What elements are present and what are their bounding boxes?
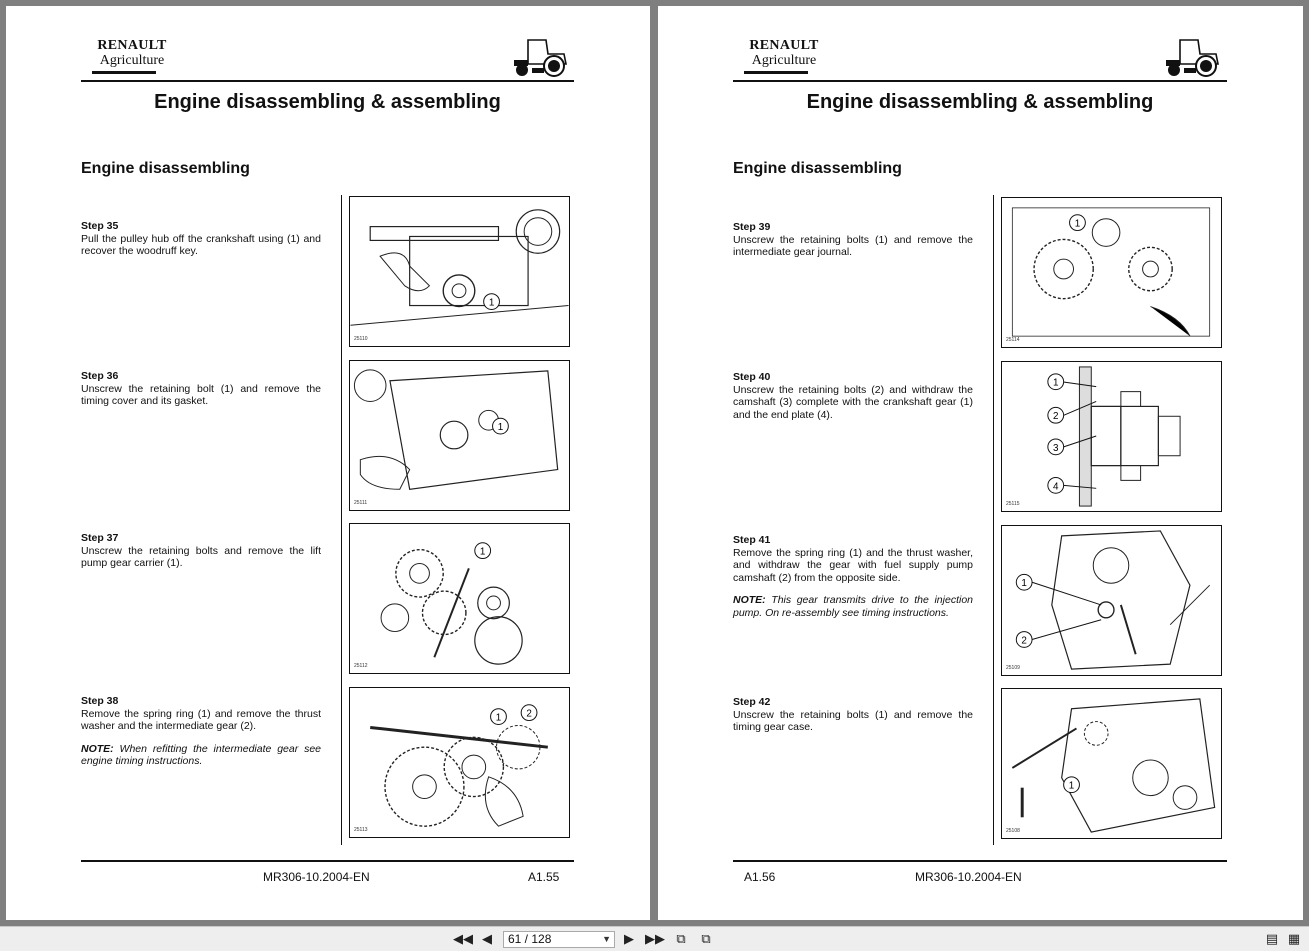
step-39 [733,221,973,259]
footer-rule [81,860,574,862]
note-label: NOTE: [733,594,766,606]
last-page-icon[interactable]: ▶▶ [645,931,665,946]
callout-1: 1 [1068,780,1075,792]
footer-doc-code: MR306-10.2004-EN [263,870,370,884]
viewer-toolbar [0,926,1309,951]
step-note [733,594,973,619]
footer-page-number: A1.56 [744,870,776,884]
callout-1: 1 [1074,218,1081,230]
brand-bar [744,71,808,74]
illustration-gear-journal [1002,198,1221,347]
figure-step-37 [349,523,570,674]
brand-sub: Agriculture [99,53,165,68]
step-40 [733,371,973,421]
illustration-timing-cover [350,361,569,510]
two-page-view-icon[interactable]: ▦ [1287,931,1301,946]
figure-id: 25113 [354,827,368,833]
step-text: Unscrew the retaining bolts (1) and remove the timing gear case. [733,708,973,733]
step-38 [81,695,321,768]
step-text: Unscrew the retaining bolts (2) and withdraw the camshaft (3) complete with the crankshaft gear (1) and the end plate (4). [733,383,973,421]
step-title: Step 37 [81,532,119,544]
illustration-gear-carrier [350,524,569,673]
step-text: Unscrew the retaining bolts (1) and remove the intermediate gear journal. [733,233,973,258]
brand-name: RENAULT [97,38,167,53]
callout-1: 1 [488,297,495,309]
step-text: Remove the spring ring (1) and remove the thrust washer and the intermediate gear (2). [81,707,321,732]
callout-2: 2 [526,708,532,720]
step-35 [81,220,321,258]
callout-2: 2 [1021,635,1027,647]
callout-4: 4 [1053,481,1059,493]
illustration-pulley-hub [350,197,569,346]
callout-1: 1 [495,712,502,724]
chevron-down-icon: ▼ [602,934,611,944]
callout-1: 1 [479,546,486,558]
step-37 [81,532,321,570]
page-title: Engine disassembling & assembling [806,91,1154,113]
figure-id: 25109 [1006,665,1020,671]
step-41 [733,534,973,619]
go-forward-view-icon[interactable]: ⧉ [701,931,711,946]
section-heading: Engine disassembling [81,160,250,177]
brand-sub: Agriculture [751,53,817,68]
step-42 [733,696,973,734]
step-title: Step 41 [733,534,771,546]
step-title: Step 42 [733,696,771,708]
page-number-select[interactable] [503,931,615,948]
figure-id: 25112 [354,663,368,669]
step-36 [81,370,321,408]
page-right [658,6,1303,920]
page-left [6,6,650,920]
brand-bar [92,71,156,74]
figure-step-39 [1001,197,1222,348]
step-text: Pull the pulley hub off the crankshaft using (1) and recover the woodruff key. [81,232,321,257]
footer-doc-code: MR306-10.2004-EN [915,870,1022,884]
figure-id: 25108 [1006,828,1020,834]
illustration-spring-ring [1002,526,1221,675]
callout-1: 1 [497,422,504,434]
callout-3: 3 [1053,442,1059,454]
step-title: Step 39 [733,221,771,233]
step-title: Step 40 [733,371,771,383]
figure-id: 25115 [1006,501,1020,507]
callout-1: 1 [1053,377,1059,389]
note-text: This gear transmits drive to the injection pump. On re-assembly see timing instructions. [733,594,973,619]
footer-page-number: A1.55 [528,870,560,884]
note-label: NOTE: [81,742,114,755]
header-rule [733,80,1227,82]
brand-logo [734,38,834,68]
step-title: Step 36 [81,370,119,382]
column-divider [993,195,994,845]
figure-step-35 [349,196,570,347]
step-text: Unscrew the retaining bolt (1) and remove the timing cover and its gasket. [81,382,321,407]
go-back-view-icon[interactable]: ⧉ [676,931,686,946]
step-title: Step 35 [81,220,119,232]
step-note [81,743,321,768]
callout-2: 2 [1053,411,1059,423]
note-text: When refitting the intermediate gear see engine timing instructions. [81,742,321,767]
page-indicator: 61 / 128 [508,932,552,946]
figure-step-41 [1001,525,1222,676]
tractor-icon [506,34,570,78]
callout-1: 1 [1021,578,1027,590]
step-text: Remove the spring ring (1) and the thrust washer, and withdraw the gear with fuel supply pump camshaft (2) from the opposite side. [733,546,973,584]
brand-name: RENAULT [749,38,819,53]
figure-id: 25111 [354,500,368,506]
step-title: Step 38 [81,695,119,707]
figure-step-36 [349,360,570,511]
page-title: Engine disassembling & assembling [154,91,501,113]
footer-rule [733,860,1227,862]
column-divider [341,195,342,845]
figure-step-42 [1001,688,1222,839]
brand-logo [82,38,182,68]
figure-id: 25114 [1006,337,1020,343]
illustration-camshaft-section [1002,362,1221,511]
section-heading: Engine disassembling [733,160,902,177]
figure-step-40 [1001,361,1222,512]
figure-step-38 [349,687,570,838]
figure-id: 25110 [354,336,368,342]
previous-page-icon[interactable]: ◀ [482,931,492,946]
header-rule [81,80,574,82]
tractor-icon [1158,34,1222,78]
first-page-icon[interactable]: ◀◀ [453,931,473,946]
illustration-intermediate-gear [350,688,569,837]
illustration-timing-gear-case [1002,689,1221,838]
single-page-view-icon[interactable]: ▤ [1265,931,1279,946]
step-text: Unscrew the retaining bolts and remove the lift pump gear carrier (1). [81,544,321,569]
next-page-icon[interactable]: ▶ [624,931,634,946]
